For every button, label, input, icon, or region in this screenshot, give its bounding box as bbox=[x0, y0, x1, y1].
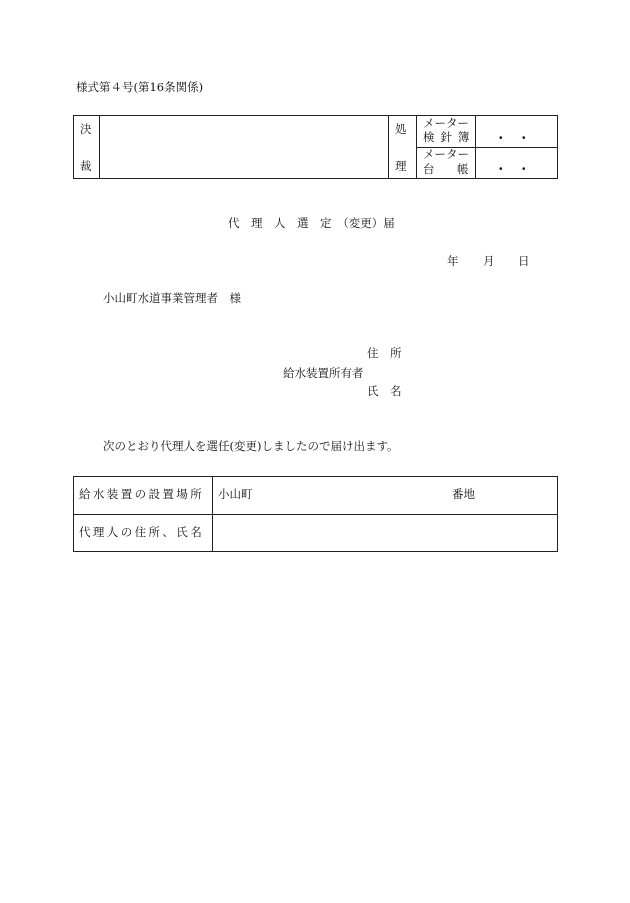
kenshin-date-dots[interactable]: ・ ・ bbox=[495, 131, 530, 145]
form-title: 代 理 人 選 定 （変更）届 bbox=[228, 216, 395, 230]
location-input-area[interactable] bbox=[258, 478, 448, 512]
kessai-stamp-area[interactable] bbox=[100, 116, 387, 177]
meter-kenshin-label-1: メーター bbox=[423, 116, 469, 130]
location-banchi-suffix: 番地 bbox=[452, 487, 475, 501]
statement-text: 次のとおり代理人を選任(変更)しましたので届け出ます。 bbox=[103, 439, 399, 453]
form-number-header: 様式第４号(第16条関係) bbox=[76, 80, 204, 94]
location-label: 給水装置の設置場所 bbox=[79, 487, 205, 501]
meter-daicho-label-1: メーター bbox=[423, 147, 469, 161]
location-town-prefix: 小山町 bbox=[218, 487, 253, 501]
address-label: 住 所 bbox=[367, 346, 402, 360]
meter-kenshin-label-2: 検 針 簿 bbox=[423, 130, 471, 144]
owner-label: 給水装置所有者 bbox=[283, 366, 364, 380]
kessai-label-top: 決 bbox=[80, 122, 92, 136]
meter-daicho-label-2b: 帳 bbox=[457, 162, 469, 176]
name-label: 氏 名 bbox=[367, 384, 402, 398]
date-year-label: 年 bbox=[447, 254, 459, 268]
shori-label-bottom: 理 bbox=[395, 159, 407, 173]
kessai-label-bottom: 裁 bbox=[80, 159, 92, 173]
agent-label: 代理人の住所、氏名 bbox=[79, 525, 205, 539]
daicho-date-dots[interactable]: ・ ・ bbox=[495, 162, 530, 176]
date-month-label: 月 bbox=[483, 254, 495, 268]
shori-label-top: 処 bbox=[395, 122, 407, 136]
meter-daicho-label-2a: 台 bbox=[423, 162, 435, 176]
date-day-label: 日 bbox=[518, 254, 530, 268]
addressee: 小山町水道事業管理者 様 bbox=[103, 291, 241, 305]
